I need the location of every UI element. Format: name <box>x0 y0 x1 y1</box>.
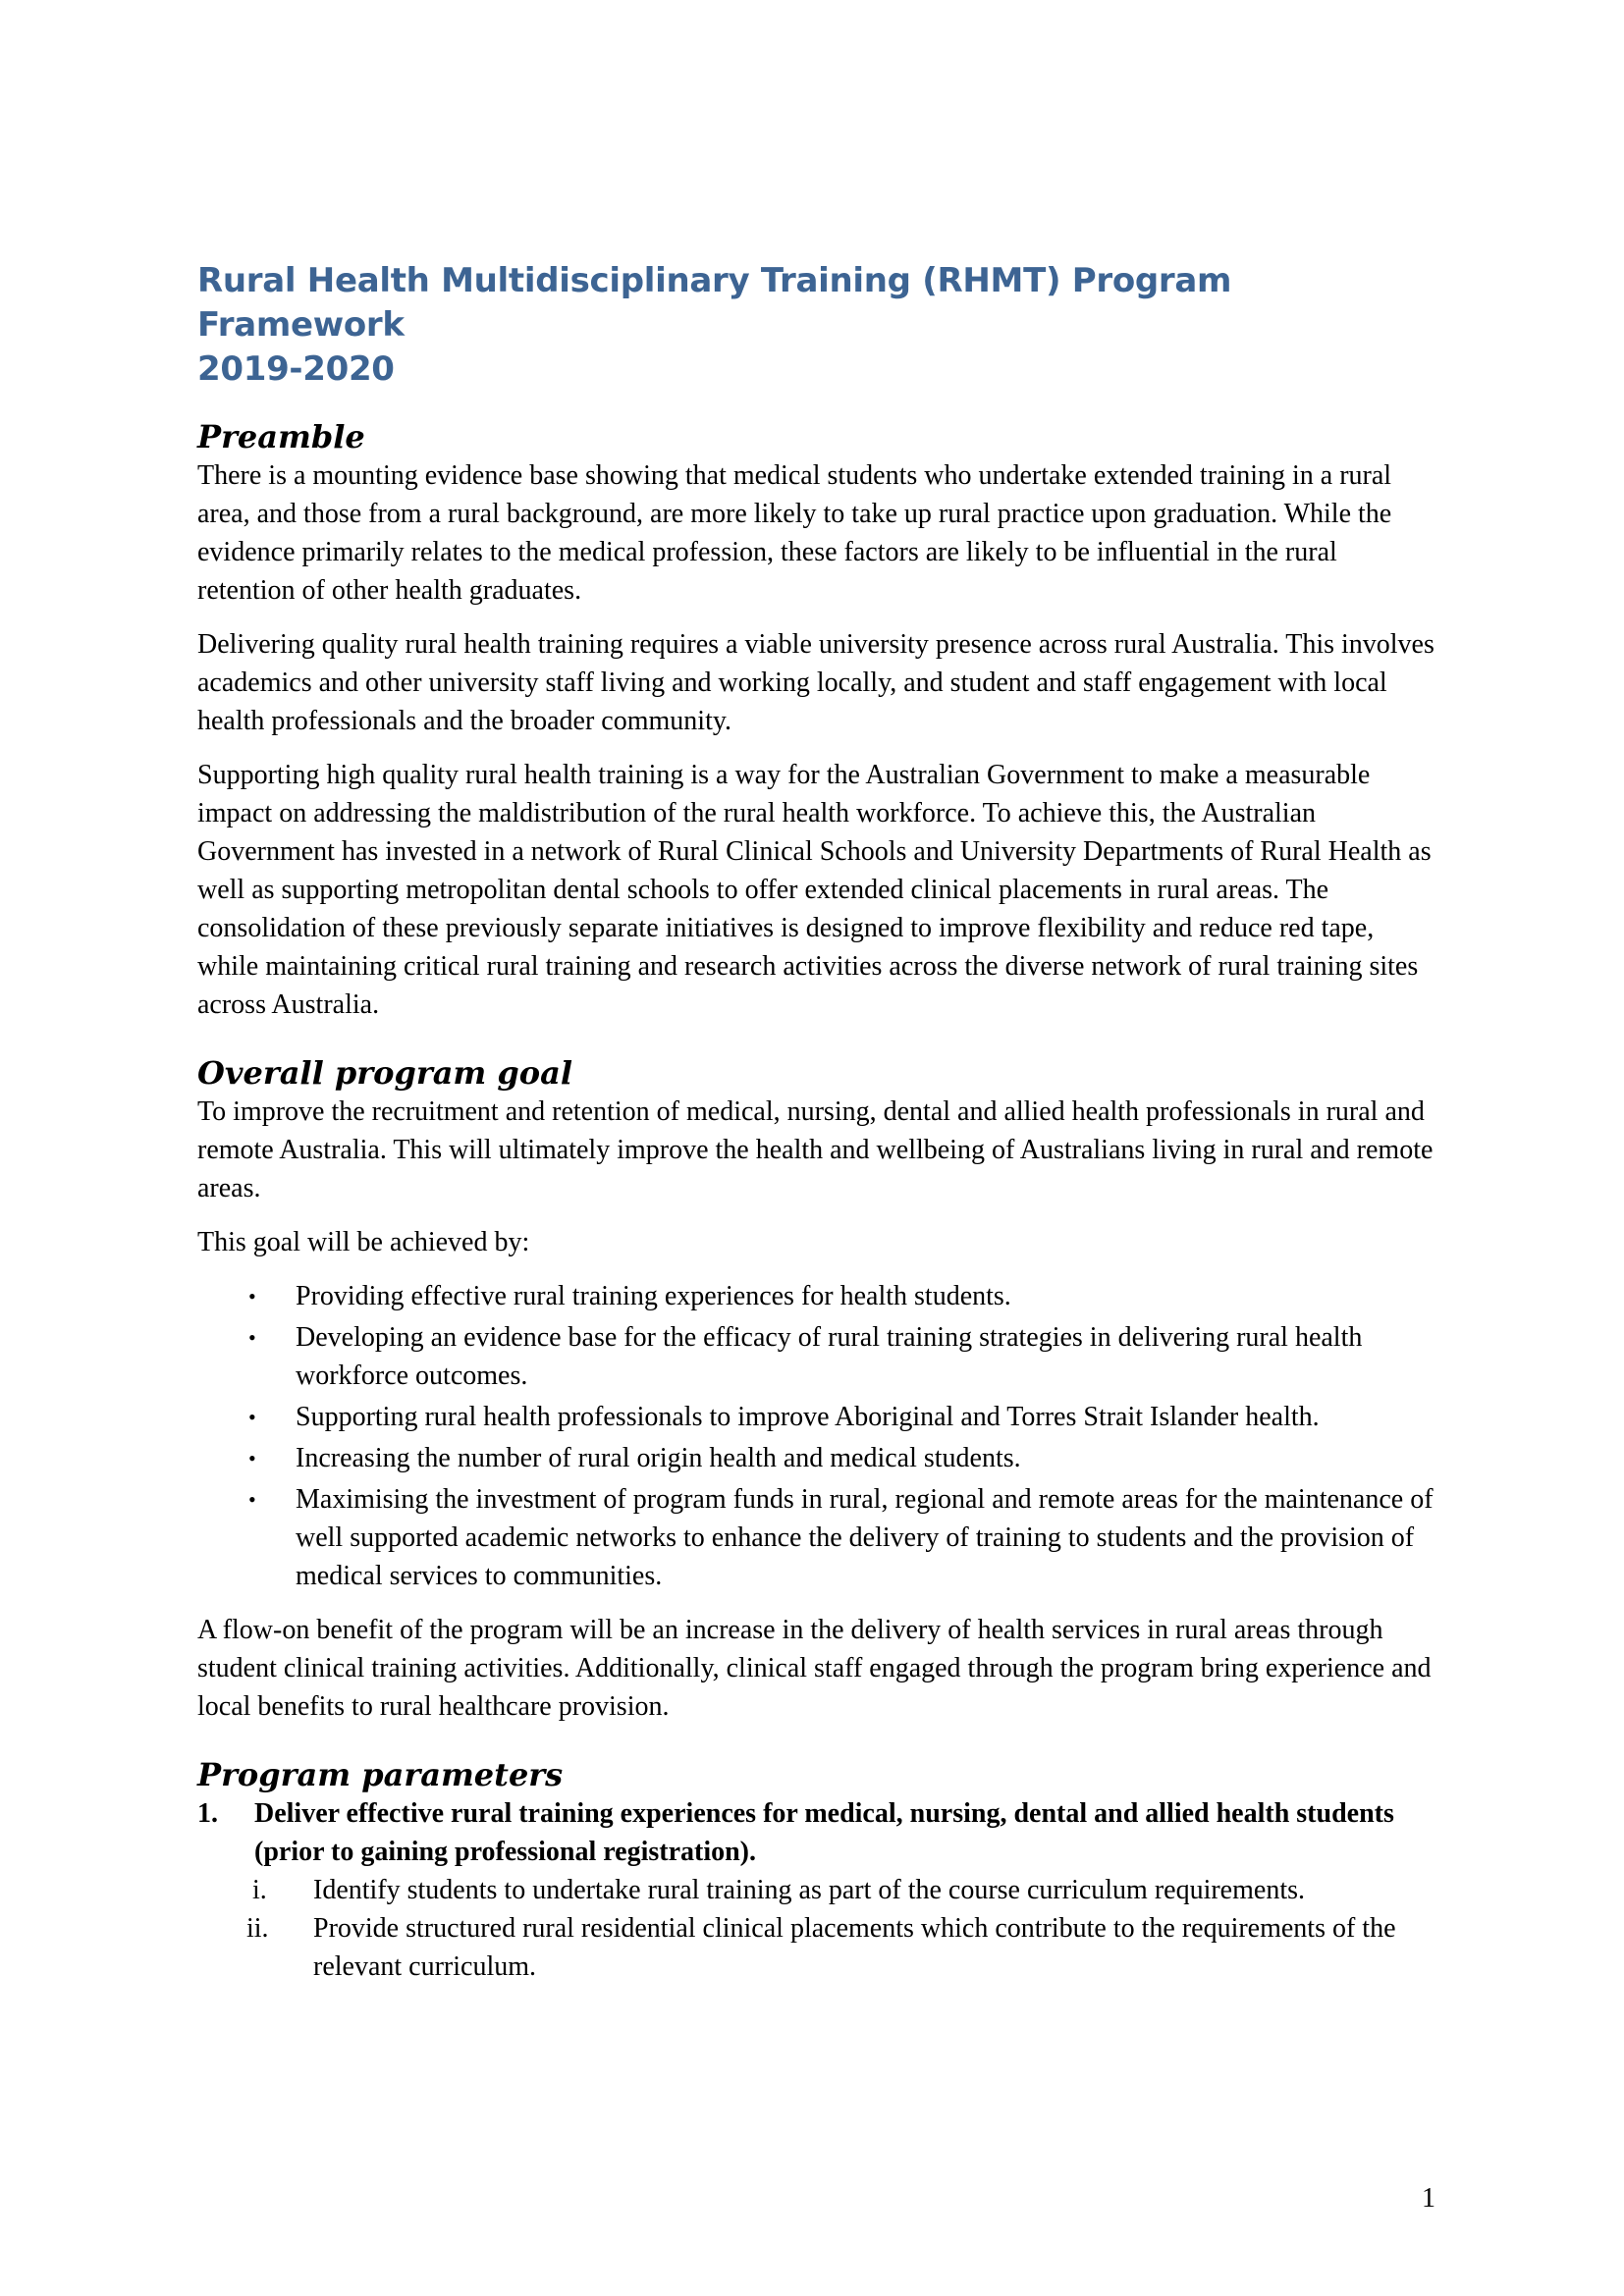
goal-bullet-text: Maximising the investment of program funds in rural, regional and remote areas for the maintenance of well supported academic networks to enhance the delivery of training to students and the provision of medical services to communities. <box>296 1484 1434 1591</box>
goal-bullet-item <box>197 1318 1435 1395</box>
parameter-number: 1. <box>197 1798 218 1829</box>
parameters-list <box>197 1794 1435 1871</box>
goal-paragraph-1: To improve the recruitment and retention of medical, nursing, dental and allied health professionals in rural and remote Australia. This will ultimately improve the health and wellbeing of Australians living in rural and remote areas. <box>197 1096 1434 1203</box>
bullet-icon: • <box>248 1405 256 1429</box>
goal-bullet-item <box>197 1398 1435 1436</box>
page-number: 1 <box>1422 2183 1435 2214</box>
goal-heading: Overall program goal <box>197 1054 573 1092</box>
goal-bullet-text: Increasing the number of rural origin health and medical students. <box>296 1443 1021 1473</box>
sub-item-text: Provide structured rural residential clinical placements which contribute to the requirements of the relevant curriculum. <box>313 1913 1396 1982</box>
parameter-text: Deliver effective rural training experiences for medical, nursing, dental and allied health students (prior to gaining professional registration). <box>254 1798 1394 1867</box>
goal-bullet-item <box>197 1480 1435 1595</box>
title-line-2: 2019-2020 <box>197 349 395 389</box>
parameter-sub-item <box>197 1909 1435 1986</box>
bullet-icon: • <box>248 1487 256 1512</box>
bullet-icon: • <box>248 1284 256 1308</box>
bullet-icon: • <box>248 1446 256 1470</box>
parameter-sub-item <box>197 1871 1435 1909</box>
preamble-heading: Preamble <box>197 418 365 455</box>
title-line-1: Rural Health Multidisciplinary Training (RHMT) Program Framework <box>197 261 1232 345</box>
sub-item-number: ii. <box>246 1913 269 1944</box>
bullet-icon: • <box>248 1325 256 1350</box>
document-title <box>197 259 1435 392</box>
goal-paragraph-3: A flow-on benefit of the program will be an increase in the delivery of health services in rural areas through student clinical training activities. Additionally, clinical staff engaged through the program bring experience and local benefits to rural healthcare provision. <box>197 1615 1432 1722</box>
goal-bullet-text: Developing an evidence base for the efficacy of rural training strategies in delivering rural health workforce outcomes. <box>296 1322 1363 1391</box>
preamble-paragraph-1: There is a mounting evidence base showing that medical students who undertake extended training in a rural area, and those from a rural background, are more likely to take up rural practice upon graduation. While the evidence primarily relates to the medical profession, these factors are likely to be influential in the rural retention of other health graduates. <box>197 460 1392 606</box>
page-content <box>197 259 1435 1986</box>
goal-bullet-text: Supporting rural health professionals to improve Aboriginal and Torres Strait Islander health. <box>296 1402 1320 1432</box>
sub-item-number: i. <box>252 1875 267 1905</box>
parameter-sub-list <box>197 1871 1435 1986</box>
goal-paragraph-2: This goal will be achieved by: <box>197 1227 530 1257</box>
goal-bullet-text: Providing effective rural training experiences for health students. <box>296 1281 1011 1311</box>
preamble-paragraph-2: Delivering quality rural health training requires a viable university presence across rural Australia. This involves academics and other university staff living and working locally, and student and staff engagement with local health professionals and the broader community. <box>197 629 1435 736</box>
preamble-paragraph-3: Supporting high quality rural health training is a way for the Australian Government to make a measurable impact on addressing the maldistribution of the rural health workforce. To achieve this, the Australian Government has invested in a network of Rural Clinical Schools and University Departments of Rural Health as well as supporting metropolitan dental schools to offer extended clinical placements in rural areas. The consolidation of these previously separate initiatives is designed to improve flexibility and reduce red tape, while maintaining critical rural training and research activities across the diverse network of rural training sites across Australia. <box>197 760 1432 1020</box>
goal-bullet-item <box>197 1277 1435 1315</box>
goal-bullet-list <box>197 1277 1435 1595</box>
parameters-section <box>197 1755 1435 1986</box>
parameters-heading: Program parameters <box>197 1756 564 1793</box>
goal-section <box>197 1053 1435 1726</box>
sub-item-text: Identify students to undertake rural training as part of the course curriculum requirements. <box>313 1875 1305 1905</box>
parameter-item <box>197 1794 1435 1871</box>
goal-bullet-item <box>197 1439 1435 1477</box>
preamble-section <box>197 417 1435 1024</box>
